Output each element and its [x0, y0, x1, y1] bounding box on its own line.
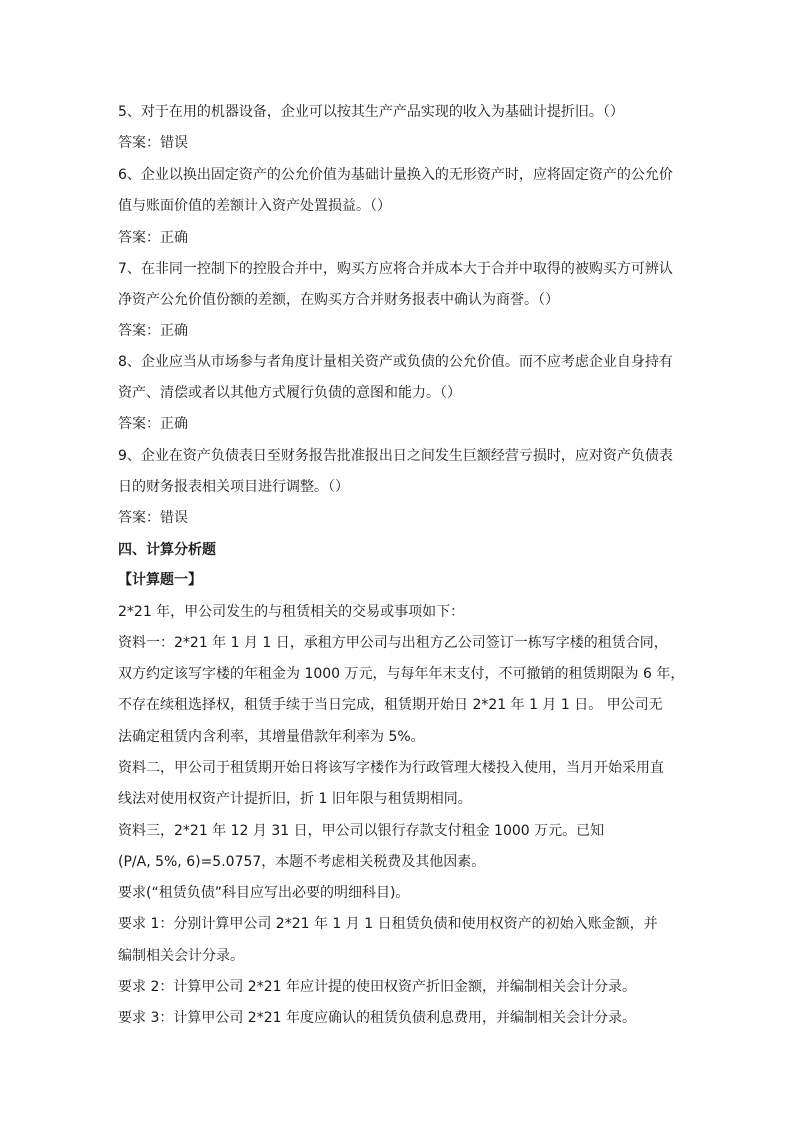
material-1-line-3: 不存在续租选择权，租赁手续于当日完成，租赁期开始日 2*21 年 1 月 1 日。 甲公司无: [118, 697, 663, 713]
problem-intro: 2*21 年，甲公司发生的与租赁相关的交易或事项如下：: [118, 604, 465, 620]
question-6-line-2: 值与账面价值的差额计入资产处置损益。（）: [118, 198, 391, 214]
answer-5: 答案：错误: [118, 135, 188, 151]
requirement-1-line-1: 要求 1：分别计算甲公司 2*21 年 1 月 1 日租赁负债和使用权资产的初始入账金额，并: [118, 916, 658, 932]
question-8-line-1: 8、企业应当从市场参与者角度计量相关资产或负债的公允价值。而不应考虑企业自身持有: [118, 354, 673, 370]
question-7-line-2: 净资产公允价值份额的差额，在购买方合并财务报表中确认为商誉。（）: [118, 292, 559, 308]
requirement-3: 要求 3：计算甲公司 2*21 年度应确认的租赁负债利息费用，并编制相关会计分录。: [118, 1010, 636, 1026]
material-1-line-1: 资料一：2*21 年 1 月 1 日，承租方甲公司与出租方乙公司签订一栋写字楼的租赁合同，: [118, 635, 668, 651]
problem-heading: 【计算题一】: [118, 572, 202, 588]
question-9-line-2: 日的财务报表相关项目进行调整。（）: [118, 479, 349, 495]
material-2-line-2: 线法对使用权资产计提折旧，折 1 旧年限与租赁期相同。: [118, 791, 472, 807]
answer-7: 答案：正确: [118, 323, 188, 339]
answer-6: 答案：正确: [118, 230, 188, 246]
question-6-line-1: 6、企业以换出固定资产的公允价值为基础计量换入的无形资产时，应将固定资产的公允价: [118, 167, 673, 183]
question-9-line-1: 9、企业在资产负债表日至财务报告批准报出日之间发生巨额经营亏损时，应对资产负债表: [118, 448, 673, 464]
requirement-note: 要求(“租赁负债”科目应写出必要的明细科目)。: [118, 885, 410, 901]
question-5-line-1: 5、对于在用的机器设备，企业可以按其生产产品实现的收入为基础计提折旧。（）: [118, 104, 624, 120]
requirement-2: 要求 2：计算甲公司 2*21 年应计提的使田权资产折旧金额，并编制相关会计分录。: [118, 979, 636, 995]
question-7-line-1: 7、在非同一控制下的控股合并中，购买方应将合并成本大于合并中取得的被购买方可辨认: [118, 261, 673, 277]
answer-9: 答案：错误: [118, 510, 188, 526]
material-3-line-1: 资料三，2*21 年 12 月 31 日，甲公司以银行存款支付租金 1000 万元。已知: [118, 823, 605, 839]
material-1-line-2: 双方约定该写字楼的年租金为 1000 万元，与每年年末支付，不可撤销的租赁期限为 6 年，: [118, 666, 685, 682]
material-2-line-1: 资料二，甲公司于租赁期开始日将该写字楼作为行政管理大楼投入使用，当月开始采用直: [118, 760, 664, 776]
section-heading: 四、计算分析题: [118, 542, 216, 558]
requirement-1-line-2: 编制相关会计分录。: [118, 948, 244, 964]
material-3-line-2: (P/A, 5%, 6)=5.0757，本题不考虑相关税费及其他因素。: [118, 854, 486, 870]
question-8-line-2: 资产、清偿或者以其他方式履行负债的意图和能力。（）: [118, 385, 461, 401]
material-1-line-4: 法确定租赁内含利率，其增量借款年利率为 5%。: [118, 729, 425, 745]
answer-8: 答案：正确: [118, 416, 188, 432]
